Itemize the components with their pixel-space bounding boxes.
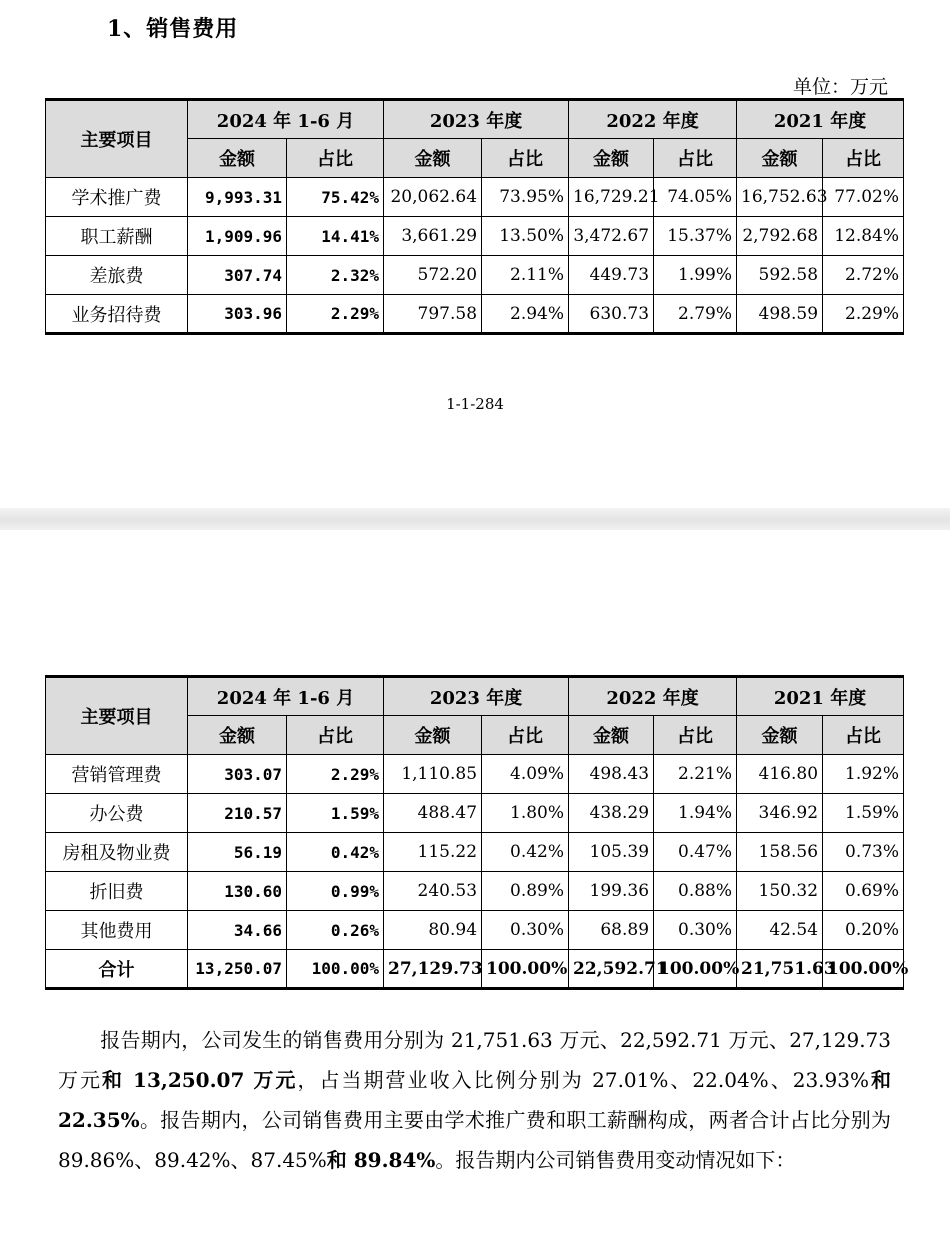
row-label: 其他费用 bbox=[46, 911, 188, 950]
ratio-cell: 14.41% bbox=[287, 217, 384, 256]
table-row bbox=[46, 833, 904, 872]
amount-cell: 16,752.63 bbox=[737, 178, 823, 217]
amount-cell: 3,472.67 bbox=[569, 217, 654, 256]
paragraph-bold-text: 和 89.84% bbox=[326, 1148, 436, 1172]
header-amount: 金额 bbox=[188, 716, 287, 755]
ratio-cell: 0.30% bbox=[654, 911, 737, 950]
amount-cell: 2,792.68 bbox=[737, 217, 823, 256]
amount-cell: 27,129.73 bbox=[384, 950, 482, 989]
ratio-cell: 2.32% bbox=[287, 256, 384, 295]
ratio-cell: 2.29% bbox=[287, 755, 384, 794]
ratio-cell: 13.50% bbox=[482, 217, 569, 256]
ratio-cell: 0.20% bbox=[823, 911, 904, 950]
unit-label: 单位：万元 bbox=[792, 76, 888, 98]
ratio-cell: 0.69% bbox=[823, 872, 904, 911]
amount-cell: 105.39 bbox=[569, 833, 654, 872]
sales-expense-table-part1 bbox=[45, 98, 904, 335]
amount-cell: 303.96 bbox=[188, 295, 287, 334]
ratio-cell: 100.00% bbox=[823, 950, 904, 989]
amount-cell: 438.29 bbox=[569, 794, 654, 833]
amount-cell: 449.73 bbox=[569, 256, 654, 295]
paragraph-text: 。报告期内，公司销售费用主要由学术推广费和职工薪酬构成，两者合计占比分别为 89.86%、89.42%、87.45% bbox=[58, 1108, 891, 1172]
ratio-cell: 74.05% bbox=[654, 178, 737, 217]
amount-cell: 1,110.85 bbox=[384, 755, 482, 794]
section-title: 1、销售费用 bbox=[107, 16, 239, 42]
amount-cell: 150.32 bbox=[737, 872, 823, 911]
header-period-2022: 2022 年度 bbox=[569, 100, 737, 139]
ratio-cell: 12.84% bbox=[823, 217, 904, 256]
ratio-cell: 1.59% bbox=[287, 794, 384, 833]
header-ratio: 占比 bbox=[287, 716, 384, 755]
ratio-cell: 2.29% bbox=[823, 295, 904, 334]
row-label: 学术推广费 bbox=[46, 178, 188, 217]
table-row bbox=[46, 295, 904, 334]
ratio-cell: 0.89% bbox=[482, 872, 569, 911]
ratio-cell: 1.80% bbox=[482, 794, 569, 833]
row-label: 职工薪酬 bbox=[46, 217, 188, 256]
table-row bbox=[46, 256, 904, 295]
ratio-cell: 100.00% bbox=[482, 950, 569, 989]
ratio-cell: 77.02% bbox=[823, 178, 904, 217]
ratio-cell: 0.73% bbox=[823, 833, 904, 872]
amount-cell: 416.80 bbox=[737, 755, 823, 794]
table-row bbox=[46, 217, 904, 256]
amount-cell: 3,661.29 bbox=[384, 217, 482, 256]
ratio-cell: 2.21% bbox=[654, 755, 737, 794]
header-period-2021: 2021 年度 bbox=[737, 100, 904, 139]
amount-cell: 199.36 bbox=[569, 872, 654, 911]
table-row bbox=[46, 755, 904, 794]
ratio-cell: 1.94% bbox=[654, 794, 737, 833]
total-row bbox=[46, 950, 904, 989]
header-ratio: 占比 bbox=[823, 716, 904, 755]
page-separator bbox=[0, 508, 950, 532]
row-label: 房租及物业费 bbox=[46, 833, 188, 872]
ratio-cell: 100.00% bbox=[654, 950, 737, 989]
header-amount: 金额 bbox=[569, 716, 654, 755]
header-ratio: 占比 bbox=[482, 139, 569, 178]
amount-cell: 42.54 bbox=[737, 911, 823, 950]
amount-cell: 498.59 bbox=[737, 295, 823, 334]
amount-cell: 16,729.21 bbox=[569, 178, 654, 217]
amount-cell: 240.53 bbox=[384, 872, 482, 911]
header-item: 主要项目 bbox=[46, 100, 188, 178]
table-row bbox=[46, 794, 904, 833]
analysis-paragraph bbox=[58, 1020, 891, 1180]
header-period-2024h1: 2024 年 1-6 月 bbox=[188, 100, 384, 139]
ratio-cell: 1.92% bbox=[823, 755, 904, 794]
row-label: 业务招待费 bbox=[46, 295, 188, 334]
paragraph-text: ，占当期营业收入比例分别为 27.01%、22.04%、23.93% bbox=[297, 1068, 869, 1092]
amount-cell: 130.60 bbox=[188, 872, 287, 911]
row-label: 折旧费 bbox=[46, 872, 188, 911]
header-ratio: 占比 bbox=[823, 139, 904, 178]
header-ratio: 占比 bbox=[287, 139, 384, 178]
amount-cell: 34.66 bbox=[188, 911, 287, 950]
row-label: 营销管理费 bbox=[46, 755, 188, 794]
sales-expense-table-part2 bbox=[45, 675, 909, 990]
amount-cell: 21,751.63 bbox=[737, 950, 823, 989]
paragraph-bold-text: 和 13,250.07 万元 bbox=[102, 1068, 298, 1092]
table-row bbox=[46, 872, 904, 911]
amount-cell: 572.20 bbox=[384, 256, 482, 295]
ratio-cell: 0.26% bbox=[287, 911, 384, 950]
ratio-cell: 4.09% bbox=[482, 755, 569, 794]
amount-cell: 13,250.07 bbox=[188, 950, 287, 989]
amount-cell: 115.22 bbox=[384, 833, 482, 872]
header-period-2023: 2023 年度 bbox=[384, 677, 569, 716]
header-period-2022: 2022 年度 bbox=[569, 677, 737, 716]
header-ratio: 占比 bbox=[654, 139, 737, 178]
header-period-2024h1: 2024 年 1-6 月 bbox=[188, 677, 384, 716]
page-number: 1-1-284 bbox=[446, 395, 504, 413]
amount-cell: 158.56 bbox=[737, 833, 823, 872]
row-label: 合计 bbox=[46, 950, 188, 989]
amount-cell: 56.19 bbox=[188, 833, 287, 872]
paragraph-bold-text: 和 22.35% bbox=[58, 1068, 892, 1132]
ratio-cell: 0.88% bbox=[654, 872, 737, 911]
amount-cell: 20,062.64 bbox=[384, 178, 482, 217]
ratio-cell: 15.37% bbox=[654, 217, 737, 256]
document-page-2 bbox=[0, 530, 950, 1252]
table-row bbox=[46, 911, 904, 950]
ratio-cell: 0.42% bbox=[482, 833, 569, 872]
amount-cell: 797.58 bbox=[384, 295, 482, 334]
header-amount: 金额 bbox=[384, 139, 482, 178]
ratio-cell: 2.72% bbox=[823, 256, 904, 295]
paragraph-text: 报告期内，公司发生的销售费用分别为 21,751.63 万元、22,592.71 万元、27,129.73 万元 bbox=[58, 1028, 891, 1092]
table-row bbox=[46, 178, 904, 217]
ratio-cell: 100.00% bbox=[287, 950, 384, 989]
header-amount: 金额 bbox=[188, 139, 287, 178]
document-page-1 bbox=[0, 0, 950, 510]
ratio-cell: 2.29% bbox=[287, 295, 384, 334]
amount-cell: 68.89 bbox=[569, 911, 654, 950]
amount-cell: 1,909.96 bbox=[188, 217, 287, 256]
amount-cell: 498.43 bbox=[569, 755, 654, 794]
amount-cell: 80.94 bbox=[384, 911, 482, 950]
ratio-cell: 1.99% bbox=[654, 256, 737, 295]
paragraph-text: 。报告期内公司销售费用变动情况如下： bbox=[435, 1148, 796, 1172]
header-period-2023: 2023 年度 bbox=[384, 100, 569, 139]
amount-cell: 303.07 bbox=[188, 755, 287, 794]
amount-cell: 346.92 bbox=[737, 794, 823, 833]
header-item: 主要项目 bbox=[46, 677, 188, 755]
header-period-2021: 2021 年度 bbox=[737, 677, 904, 716]
ratio-cell: 1.59% bbox=[823, 794, 904, 833]
ratio-cell: 75.42% bbox=[287, 178, 384, 217]
header-ratio: 占比 bbox=[482, 716, 569, 755]
ratio-cell: 0.99% bbox=[287, 872, 384, 911]
header-ratio: 占比 bbox=[654, 716, 737, 755]
header-amount: 金额 bbox=[737, 139, 823, 178]
ratio-cell: 0.42% bbox=[287, 833, 384, 872]
ratio-cell: 73.95% bbox=[482, 178, 569, 217]
row-label: 办公费 bbox=[46, 794, 188, 833]
header-amount: 金额 bbox=[384, 716, 482, 755]
amount-cell: 9,993.31 bbox=[188, 178, 287, 217]
ratio-cell: 2.11% bbox=[482, 256, 569, 295]
amount-cell: 22,592.71 bbox=[569, 950, 654, 989]
ratio-cell: 0.47% bbox=[654, 833, 737, 872]
amount-cell: 630.73 bbox=[569, 295, 654, 334]
header-amount: 金额 bbox=[569, 139, 654, 178]
row-label: 差旅费 bbox=[46, 256, 188, 295]
amount-cell: 307.74 bbox=[188, 256, 287, 295]
ratio-cell: 2.79% bbox=[654, 295, 737, 334]
amount-cell: 210.57 bbox=[188, 794, 287, 833]
ratio-cell: 0.30% bbox=[482, 911, 569, 950]
amount-cell: 592.58 bbox=[737, 256, 823, 295]
amount-cell: 488.47 bbox=[384, 794, 482, 833]
header-amount: 金额 bbox=[737, 716, 823, 755]
ratio-cell: 2.94% bbox=[482, 295, 569, 334]
